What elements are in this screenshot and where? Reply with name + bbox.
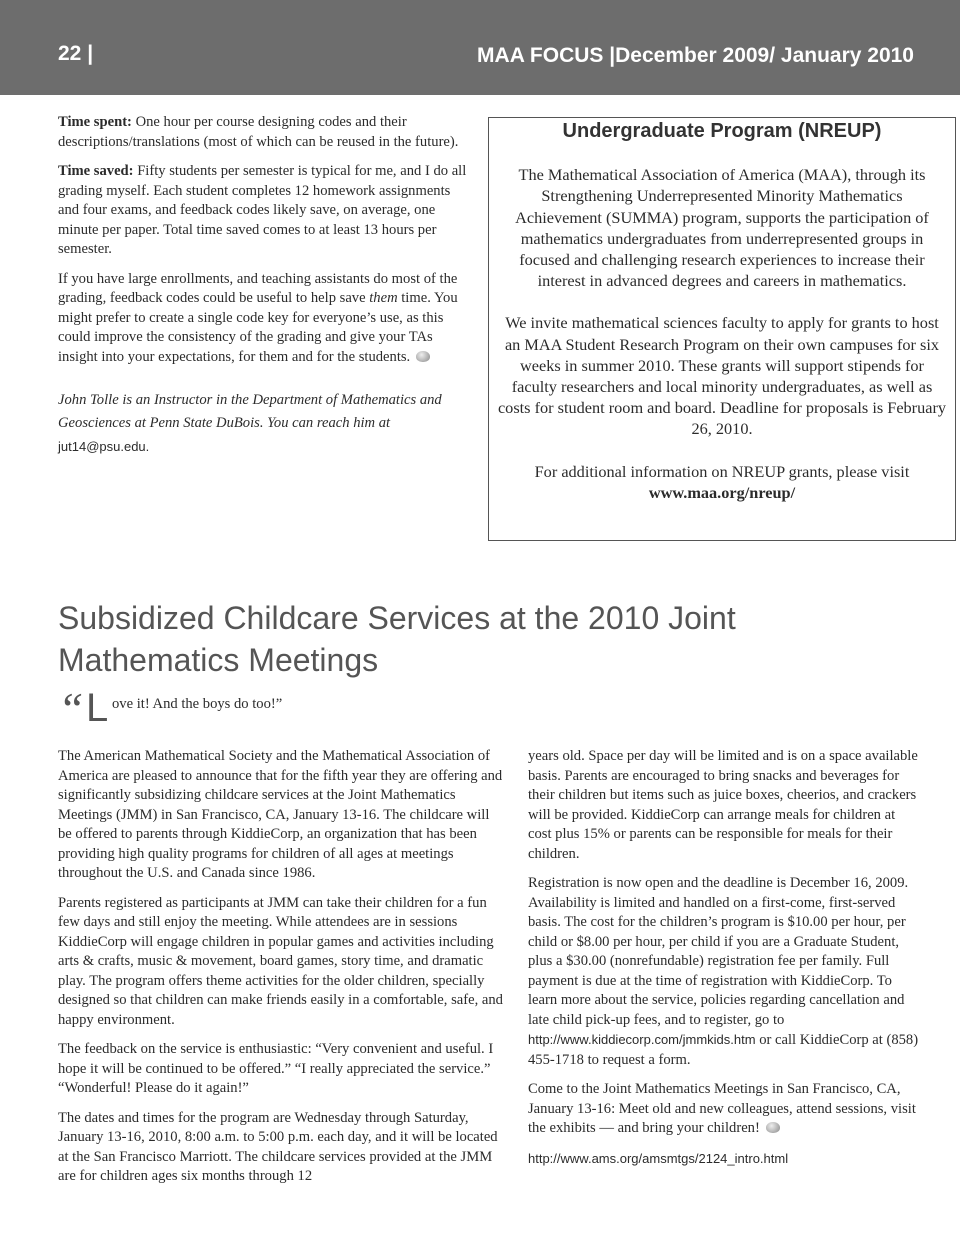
page-number: 22 | bbox=[58, 42, 94, 65]
enrollment-paragraph: If you have large enrollments, and teaching assistants do most of the grading, feedback codes could be useful to help save them time. You might prefer to create a single code key for everyone’s use, as this could improve the consistency of the grading and give your TAs insight into your expectations, for them and for the students. bbox=[58, 270, 458, 365]
author-email-link[interactable]: jut14@psu.edu. bbox=[58, 439, 150, 454]
box-paragraph-2: We invite mathematical sciences faculty to apply for grants to host an MAA Student Research Program on their own campuses for six weeks in summer 2010. These grants will support stipends for faculty researchers and local minority undergraduates, as well as costs for student room and board. Deadline for proposals is February 26, 2010. bbox=[497, 313, 947, 439]
nreup-url-link[interactable]: www.maa.org/nreup/ bbox=[648, 482, 796, 502]
time-saved-paragraph: Time saved: Fifty students per semester is typical for me, and I do all grading myself. Each student completes 12 homework assignments and four exams, and feedback codes likely save, on average, one minute per paper. Total time saved comes to at least 13 hours per semester. bbox=[58, 163, 467, 257]
quote-text: ove it! And the boys do too!” bbox=[112, 696, 283, 712]
article-column-right bbox=[528, 747, 920, 1178]
page-header bbox=[0, 0, 960, 95]
drop-cap: L bbox=[86, 686, 109, 730]
quote-mark: “ bbox=[58, 683, 84, 734]
article-paragraph: The American Mathematical Society and the Mathematical Association of America are pleased to announce that for the fifth year they are offering and significantly subsidizing childcare services at the Joint Mathematics Meetings (JMM) in San Francisco, CA, January 13-16. The childcare will be offered to parents through KiddieCorp, an organization that has been providing high quality programs for children of all ages at meetings throughout the U.S. and Canada since 1986. bbox=[58, 748, 503, 881]
ams-meetings-link[interactable]: http://www.ams.org/amsmtgs/2124_intro.html bbox=[528, 1150, 789, 1166]
time-spent-paragraph: Time spent: One hour per course designing codes and their descriptions/translations (most of which can be reused in the future). bbox=[58, 114, 459, 150]
article-paragraph: years old. Space per day will be limited and is on a space available basis. Parents are encouraged to bring snacks and beverages for their children but items such as juice boxes, cheerios, and crackers will be provided. KiddieCorp can arrange meals for children at cost plus 15% or parents can be responsible for meals for their children. bbox=[528, 748, 918, 862]
end-mark-icon bbox=[416, 351, 430, 362]
end-mark-icon bbox=[766, 1122, 780, 1133]
box-paragraph-1: The Mathematical Association of America (MAA), through its Strengthening Underrepresented Minority Mathematics Achievement (SUMMA) program, supports the participation of mathematics undergraduates from underrepresented groups in focused and challenging research experiences to increase their interest in advanced degrees and careers in mathematics. bbox=[515, 165, 929, 291]
article-paragraph: The feedback on the service is enthusiastic: “Very convenient and useful. I hope it will be continued to be offered.” “I really appreciated the service.” “Wonderful! Please do it again!” bbox=[58, 1041, 494, 1096]
previous-article-end bbox=[58, 113, 468, 469]
box-title: Undergraduate Program (NREUP) bbox=[562, 120, 882, 142]
closing-paragraph: Come to the Joint Mathematics Meetings in San Francisco, CA, January 13-16: Meet old and new colleagues, attend sessions, visit the exhibits — and bring your children! bbox=[528, 1081, 916, 1136]
article-paragraph: The dates and times for the program are Wednesday through Saturday, January 13-16, 2010, 8:00 a.m. to 5:00 p.m. each day, and it will be located at the San Francisco Marriott. The childcare services provided at the JMM are for children ages six months through 12 bbox=[58, 1109, 498, 1184]
nreup-box bbox=[488, 117, 956, 541]
article-paragraph: Parents registered as participants at JMM can take their children for a fun few days and still enjoy the meeting. While attendees are in sessions KiddieCorp will engage children in popular games and activities including arts & crafts, music & movement, board games, story time, and dramatic play. The program offers theme activities for the older children, specially designed so that children can make friends easily in a comfortable, safe, and happy environment. bbox=[58, 894, 503, 1028]
kiddiecorp-link[interactable]: http://www.kiddiecorp.com/jmmkids.htm bbox=[528, 1032, 756, 1047]
box-paragraph-3: For additional information on NREUP grants, please visit www.maa.org/nreup/ bbox=[534, 461, 910, 502]
author-bio: John Tolle is an Instructor in the Department of Mathematics and Geosciences at Penn State DuBois. You can reach him at jut14@psu.edu. bbox=[58, 392, 442, 454]
publication-title: MAA FOCUS |December 2009/ January 2010 bbox=[477, 44, 914, 67]
article-title: Subsidized Childcare Services at the 2010 Joint Mathematics Meetings bbox=[58, 600, 736, 678]
article-column-left bbox=[58, 747, 505, 1197]
registration-paragraph: Registration is now open and the deadline is December 16, 2009. Availability is limited and handled on a first-come, first-served basis. The cost for the children’s program is $10.00 per hour, per child or $8.00 per hour, per child if you are a Graduate Student, plus a $30.00 (nonrefundable) registration fee per family. Full payment is due at the time of registration with KiddieCorp. To learn more about the service, policies regarding cancellation and late child pick-up fees, and to register, go to http://www.kiddiecorp.com/jmmkids.htm or call KiddieCorp at (858) 455-1718 to request a form. bbox=[528, 875, 919, 1068]
